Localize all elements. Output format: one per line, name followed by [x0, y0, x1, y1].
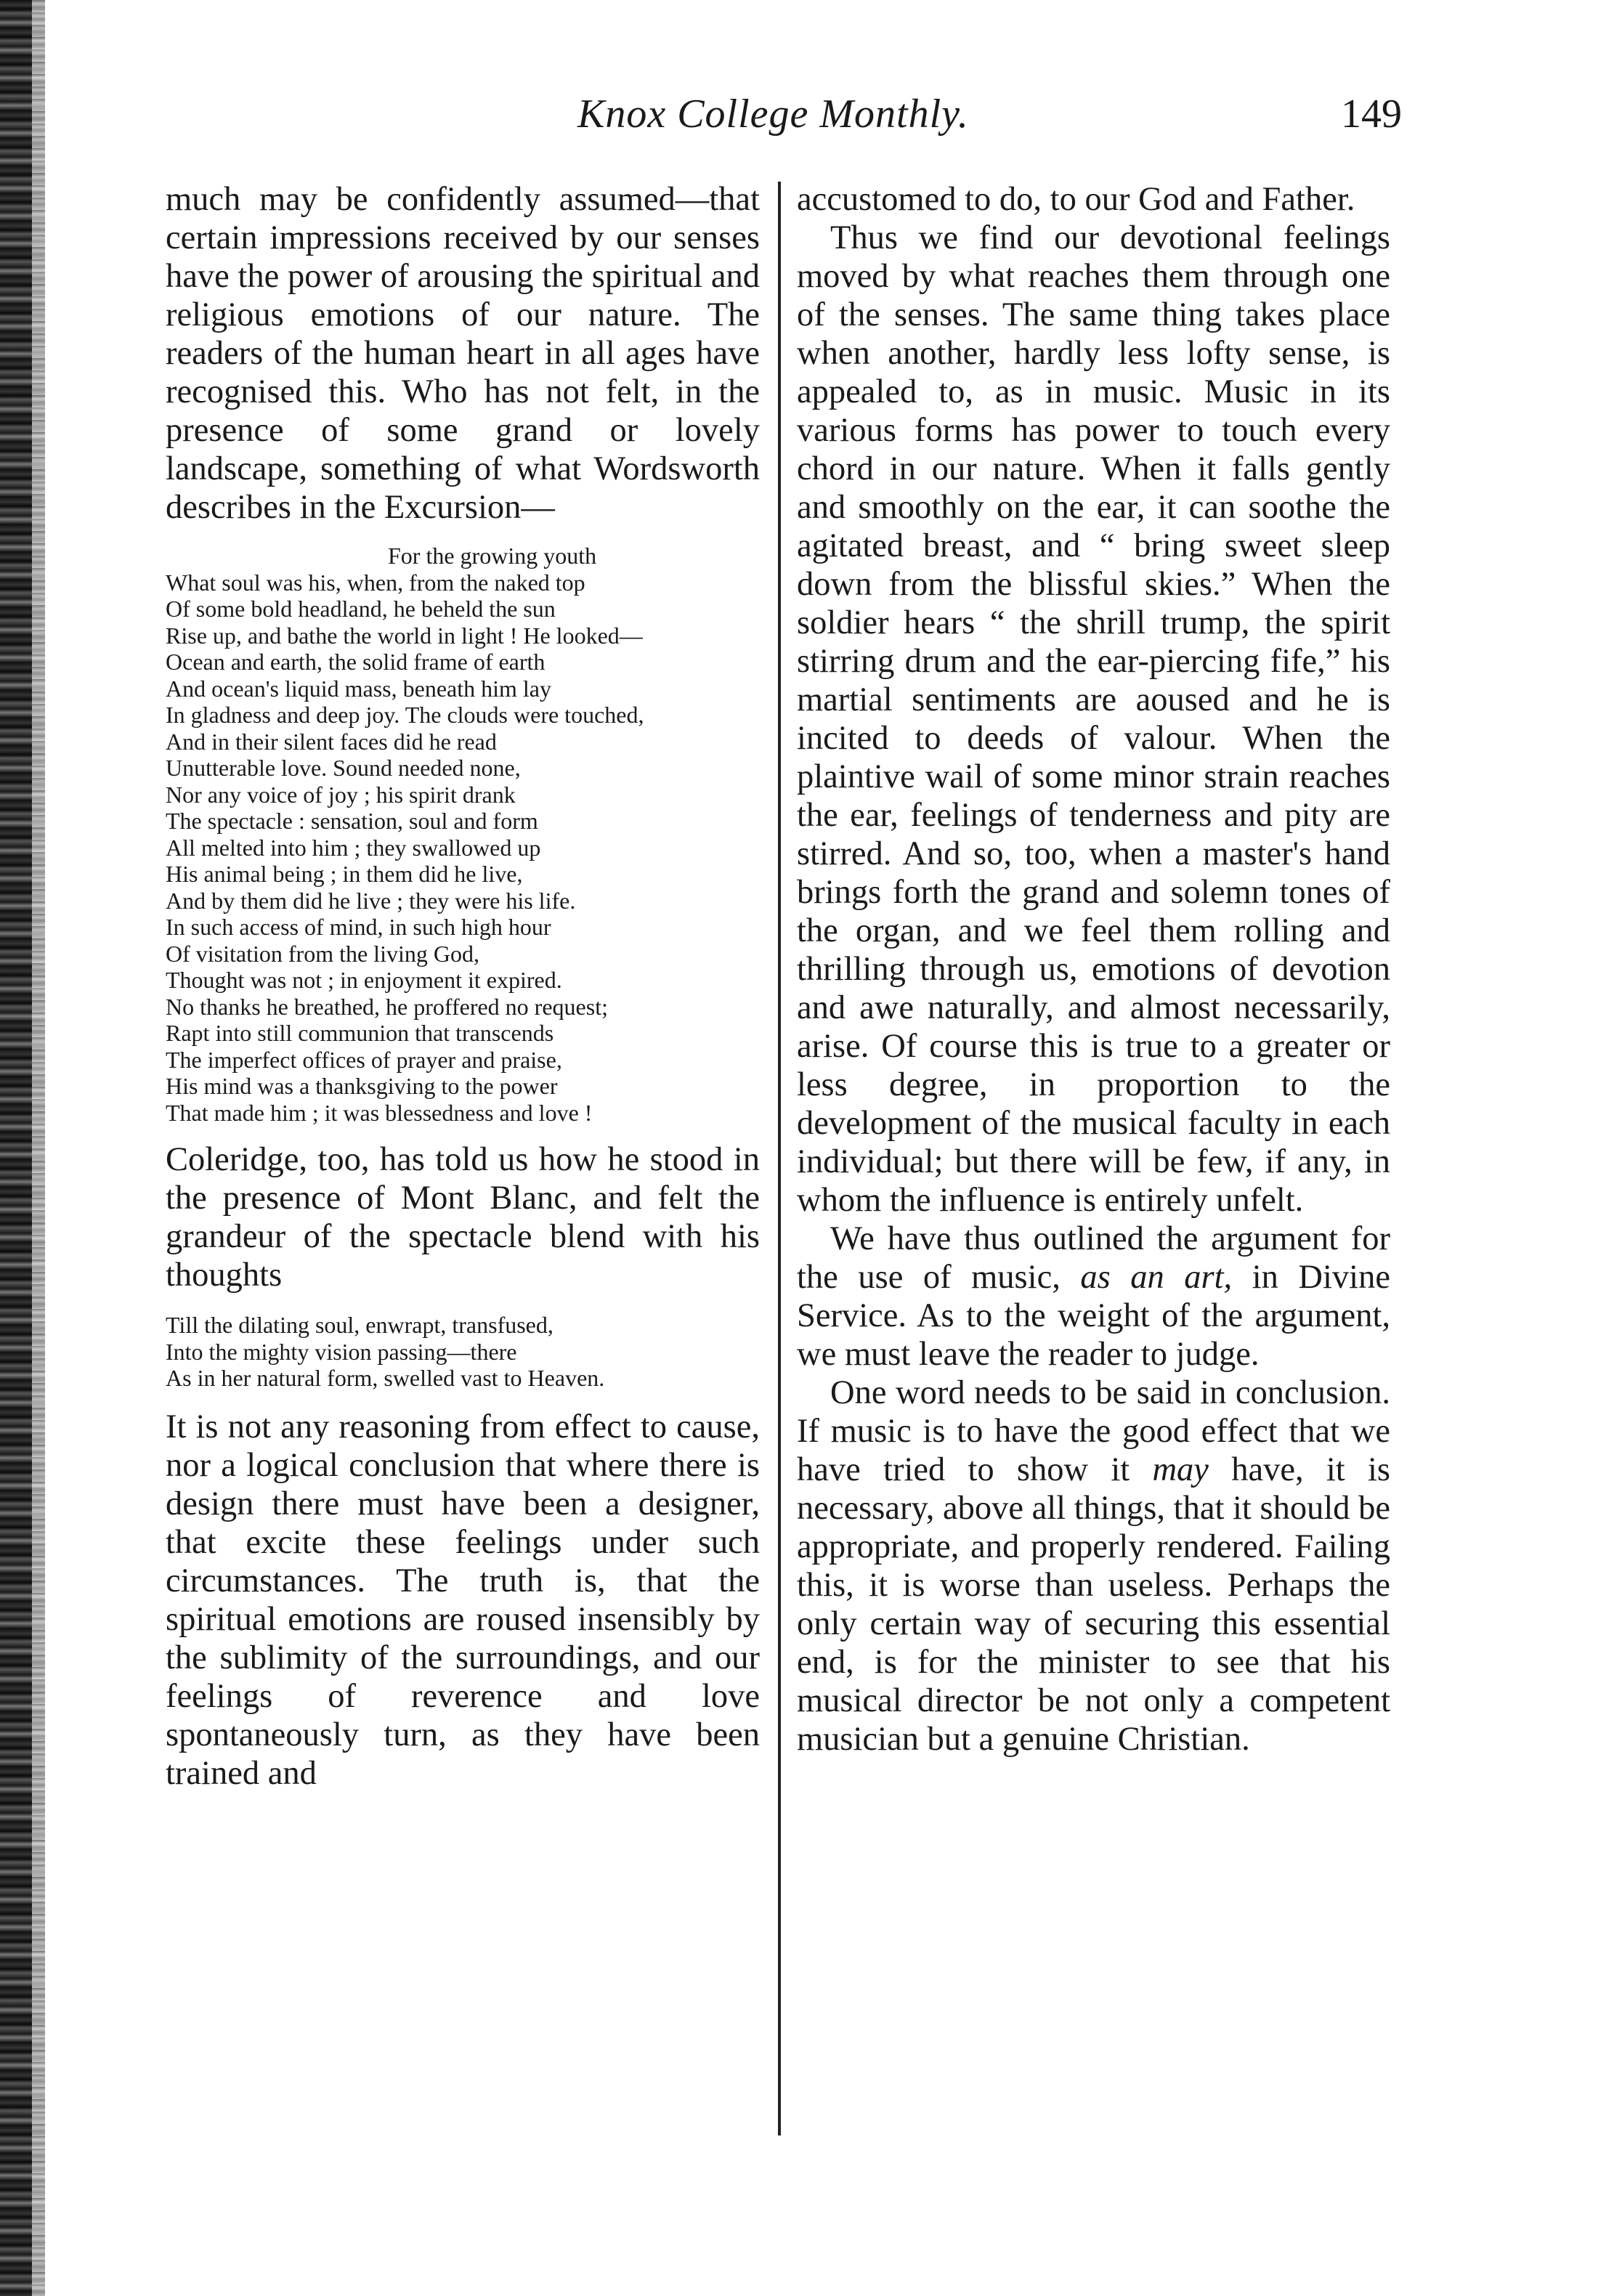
right-column	[797, 180, 1390, 1758]
coleridge-verse-line: Into the mighty vision passing—there	[166, 1338, 517, 1365]
coleridge-verse	[166, 1312, 760, 1392]
page-number: 149	[1341, 92, 1402, 137]
wordsworth-verse-line: In gladness and deep joy. The clouds were touched,	[166, 702, 644, 728]
running-title: Knox College Monthly.	[577, 92, 969, 137]
coleridge-verse-line: As in her natural form, swelled vast to Heaven.	[166, 1365, 605, 1391]
left-paragraph-3: It is not any reasoning from effect to cause, nor a logical conclusion that where there is design there must have been a designer, that excite these feelings under such circumstances. The truth is, that the spiritual emotions are roused insensibly by the sublimity of the surroundings, and our feelings of reverence and love spontaneously turn, as they have been trained and	[166, 1408, 760, 1792]
wordsworth-verse-line: And in their silent faces did he read	[166, 728, 497, 755]
wordsworth-verse-line: Unutterable love. Sound needed none,	[166, 755, 521, 781]
para3-emphasis: as an art,	[1080, 1259, 1233, 1296]
binding-edge	[0, 0, 45, 2296]
wordsworth-verse-line: Rapt into still communion that transcends	[166, 1020, 554, 1046]
coleridge-verse-line: Till the dilating soul, enwrapt, transfused,	[166, 1312, 553, 1338]
wordsworth-verse-line: His mind was a thanksgiving to the power	[166, 1073, 558, 1099]
wordsworth-verse-line: The spectacle : sensation, soul and form	[166, 808, 538, 834]
wordsworth-verse	[166, 543, 760, 1126]
left-paragraph-2: Coleridge, too, has told us how he stood in the presence of Mont Blanc, and felt the grandeur of the spectacle blend with his thoughts	[166, 1141, 760, 1294]
wordsworth-verse-line: Thought was not ; in enjoyment it expired.	[166, 967, 562, 993]
right-paragraph-1: accustomed to do, to our God and Father.	[797, 181, 1355, 218]
right-paragraph-2: Thus we find our devotional feelings moved by what reaches them through one of the senses. The same thing takes place when another, hardly less lofty sense, is appealed to, as in music. Music in its various forms has power to touch every chord in our nature. When it falls gently and smoothly on the ear, it can soothe the agitated breast, and “ bring sweet sleep down from the blissful skies.” When the soldier hears “ the shrill trump, the spirit stirring drum and the ear-piercing fife,” his martial sentiments are aoused and he is incited to deeds of valour. When the plaintive wail of some minor strain reaches the ear, feelings of tenderness and pity are stirred. And so, too, when a master's hand brings forth the grand and solemn tones of the organ, and we feel them rolling and thrilling through us, emotions of devotion and awe naturally, and almost necessarily, arise. Of course this is true to a greater or less degree, in proportion to the development of the musical faculty in each individual; but there will be few, if any, in whom the influence is entirely unfelt.	[797, 219, 1390, 1219]
wordsworth-verse-line: Rise up, and bathe the world in light ! He looked—	[166, 622, 643, 649]
column-rule	[778, 182, 781, 2135]
para3-text-after: in Divine Service. As to the weight of the argument, we must leave the reader to judge.	[797, 1259, 1390, 1373]
wordsworth-verse-line: Of some bold headland, he beheld the sun	[166, 596, 556, 622]
wordsworth-verse-line: For the growing youth	[388, 543, 597, 569]
wordsworth-verse-line: In such access of mind, in such high hour	[166, 914, 551, 940]
wordsworth-verse-line: No thanks he breathed, he proffered no request;	[166, 993, 608, 1020]
wordsworth-verse-line: All melted into him ; they swallowed up	[166, 834, 541, 861]
page-header	[167, 91, 1402, 149]
para4-emphasis: may	[1152, 1451, 1209, 1488]
right-paragraph-3	[797, 1220, 1390, 1374]
wordsworth-verse-line: Ocean and earth, the solid frame of earth	[166, 649, 546, 675]
right-paragraph-4	[797, 1374, 1390, 1758]
left-paragraph-1: much may be confidently assumed—that certain impressions received by our senses have the power of arousing the spiritual and religious emotions of our nature. The readers of the human heart in all ages have recognised this. Who has not felt, in the presence of some grand or lovely landscape, something of what Wordsworth describes in the Excursion—	[166, 181, 760, 526]
wordsworth-verse-line: And ocean's liquid mass, beneath him lay	[166, 675, 551, 702]
wordsworth-verse-line: His animal being ; in them did he live,	[166, 861, 523, 887]
wordsworth-verse-line: The imperfect offices of prayer and praise,	[166, 1046, 562, 1073]
wordsworth-verse-line: That made him ; it was blessedness and love !	[166, 1099, 593, 1126]
wordsworth-verse-line: Of visitation from the living God,	[166, 940, 479, 967]
para4-text-after: have, it is necessary, above all things, that it should be appropriate, and properly rendered. Failing this, it is worse than useless. Perhaps the only certain way of securing this essential end, is for the minister to see that his musical director be not only a competent musician but a genuine Christian.	[797, 1451, 1390, 1758]
wordsworth-verse-line: Nor any voice of joy ; his spirit drank	[166, 781, 516, 808]
wordsworth-verse-line: And by them did he live ; they were his life.	[166, 887, 576, 914]
para4-text-before: One word needs to be said in conclusion. If music is to have the good effect that we have tried to show it	[797, 1374, 1390, 1488]
para3-text-before: We have thus outlined the argument for the use of music,	[797, 1220, 1390, 1296]
wordsworth-verse-line: What soul was his, when, from the naked top	[166, 569, 585, 596]
left-column	[166, 180, 760, 1793]
